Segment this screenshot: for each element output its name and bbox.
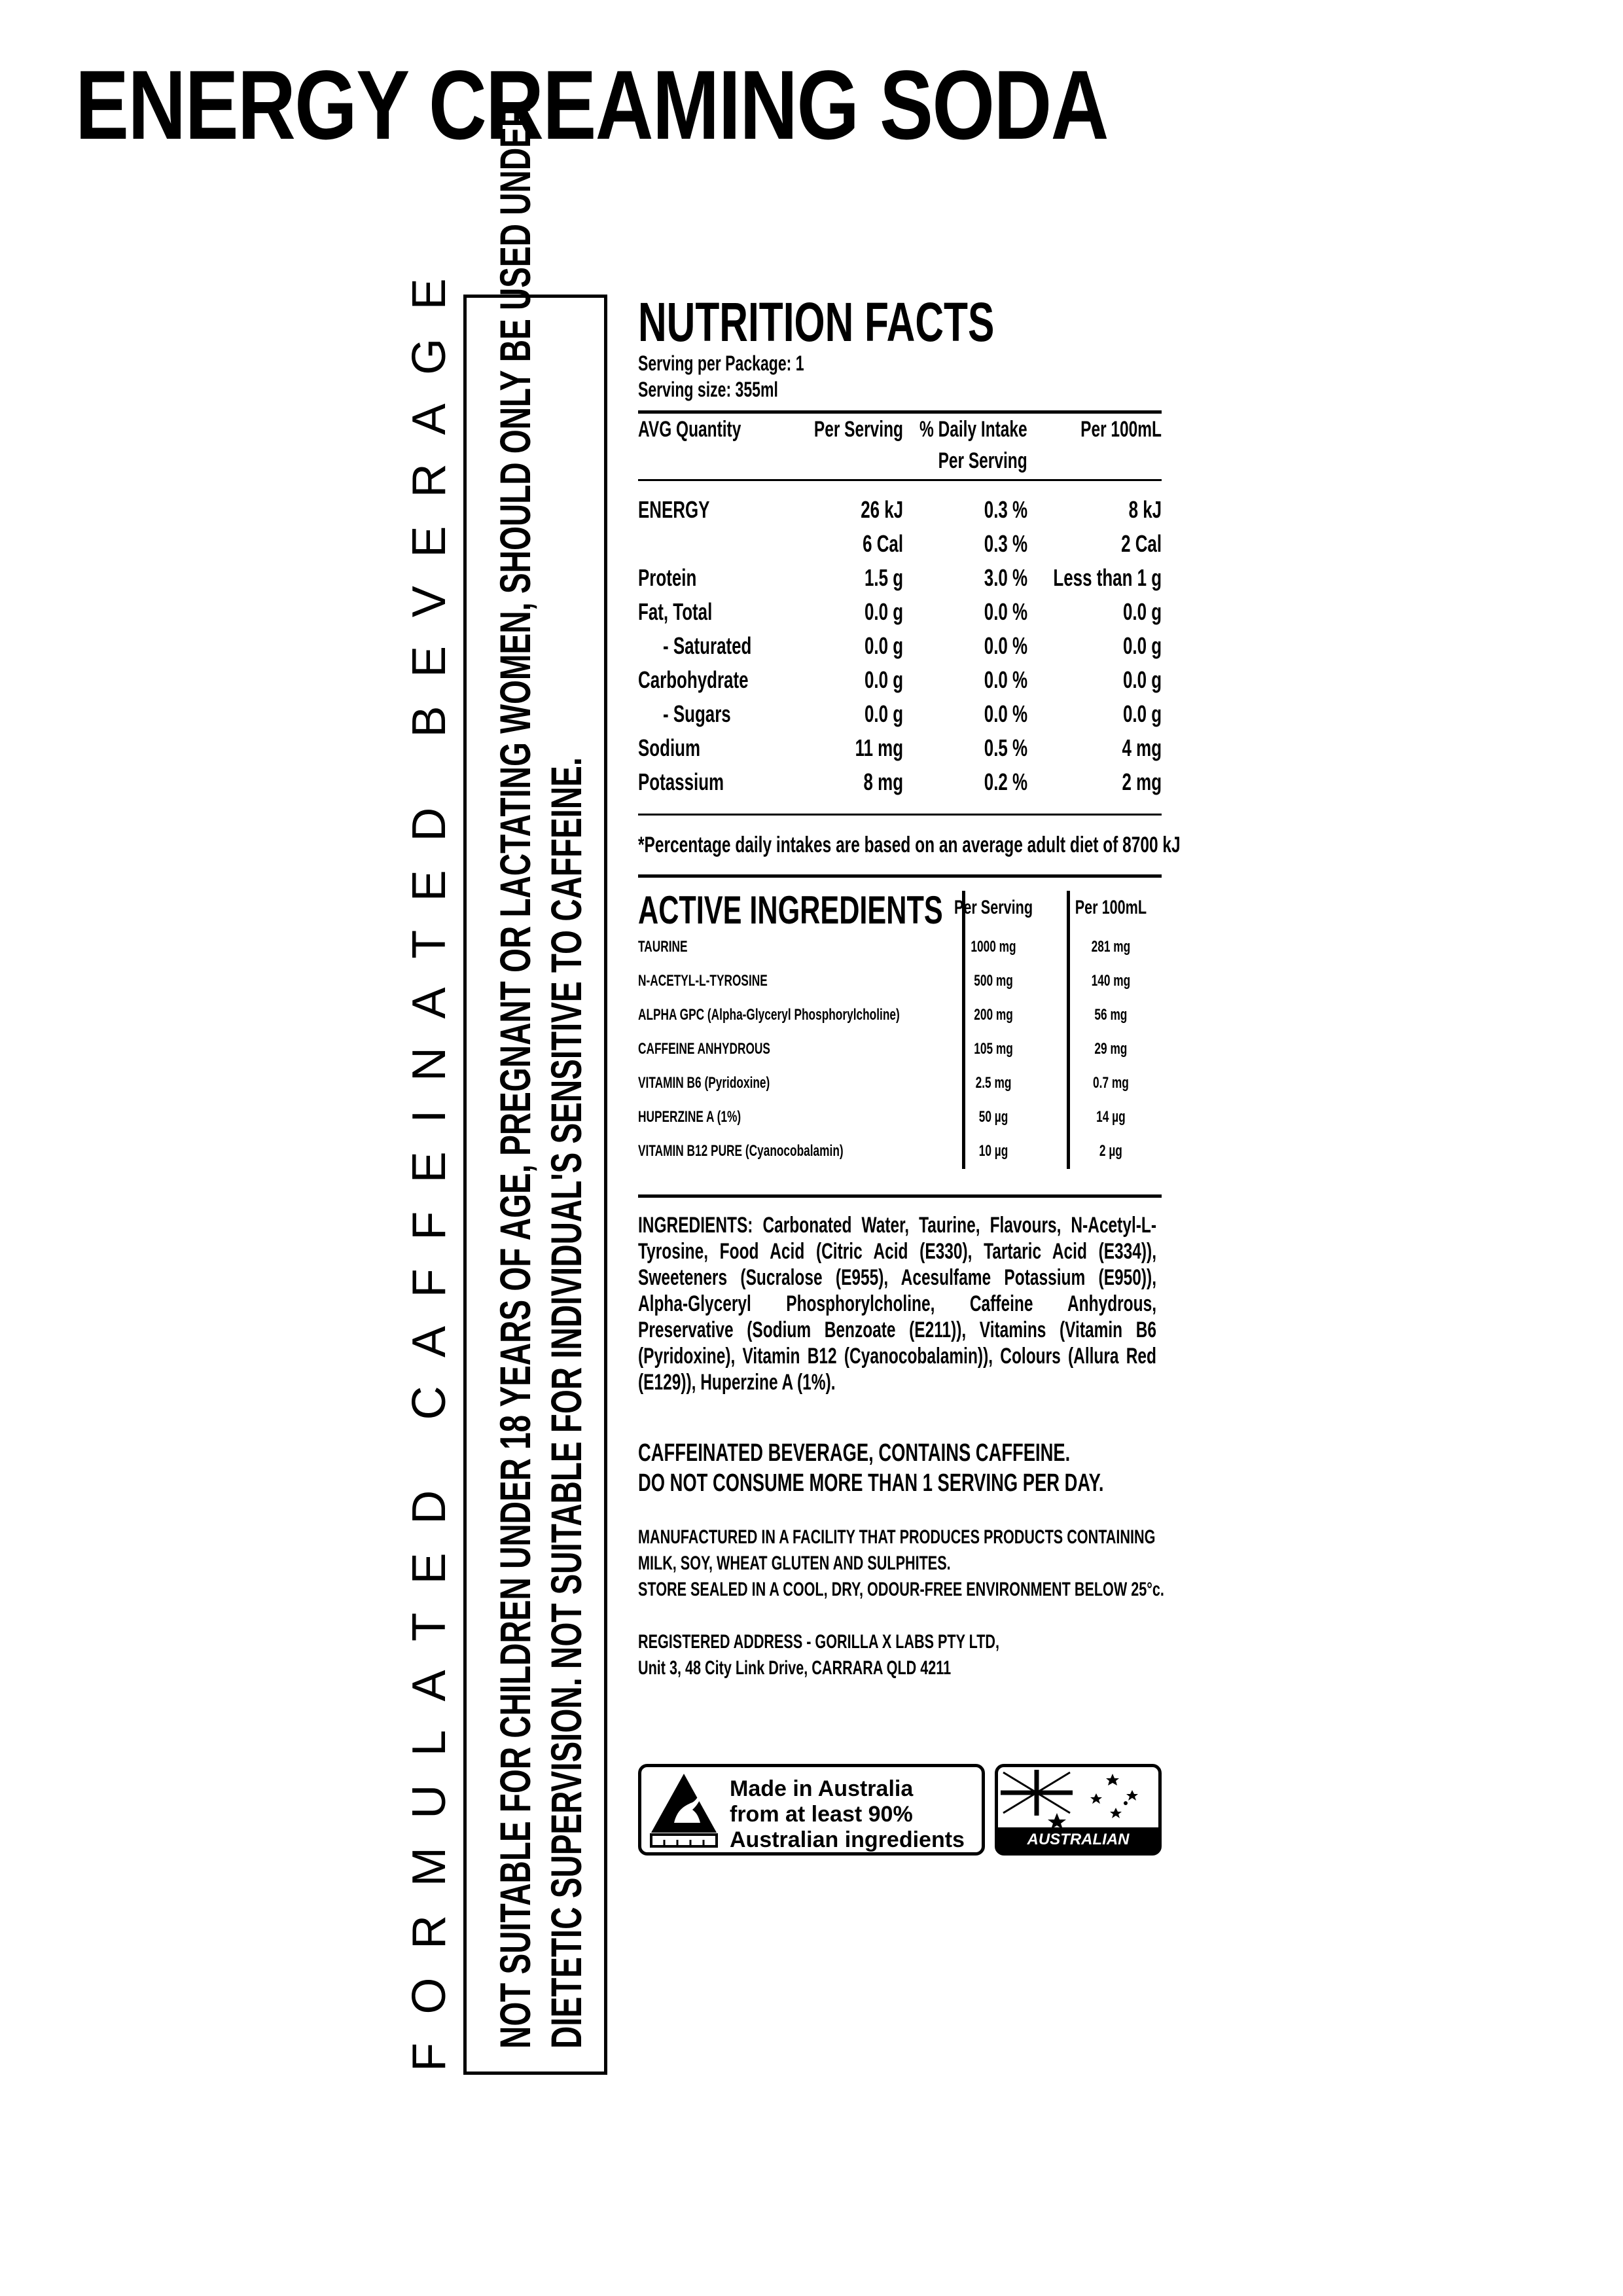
vertical-label-letter: F (403, 1211, 455, 1240)
active-row (638, 998, 1162, 1032)
vertical-label-letter: A (403, 1325, 455, 1357)
row-daily: 0.5 % (984, 734, 1027, 761)
allergen-line-1: MANUFACTURED IN A FACILITY THAT PRODUCES PRODUCTS CONTAINING (638, 1526, 1156, 1548)
active-per-100: 0.7 mg (1093, 1074, 1129, 1092)
active-label: HUPERZINE A (1%) (638, 1108, 741, 1126)
servings-per-package: Serving per Package: 1 (638, 351, 804, 375)
vertical-beverage-label (402, 278, 456, 2072)
header-daily-intake-line-1: % Daily Intake (919, 417, 1027, 442)
vertical-label-space (402, 766, 456, 779)
kangaroo-triangle-icon (648, 1770, 720, 1849)
vertical-label-letter: F (403, 2043, 455, 2072)
row-daily: 0.2 % (984, 768, 1027, 795)
vertical-label-letter: E (403, 1151, 455, 1183)
active-ingredients (638, 878, 1162, 1168)
header-per-100ml: Per 100mL (1080, 417, 1162, 442)
nutrition-row (638, 663, 1162, 697)
row-per-serving: 11 mg (855, 734, 903, 761)
vertical-label-letter: U (403, 1784, 455, 1819)
active-col-per-100: Per 100mL (1075, 897, 1147, 918)
serving-size: Serving size: 355ml (638, 378, 778, 401)
vertical-label-letter: E (403, 526, 455, 558)
header-daily-intake (919, 414, 1027, 476)
warning-line-2: DIETETIC SUPERVISION. NOT SUITABLE FOR INDIVIDUAL'S SENSITIVE TO CAFFEINE. (542, 757, 590, 2049)
row-per-100: 2 mg (1122, 768, 1162, 795)
row-per-serving: 1.5 g (864, 564, 903, 591)
active-row (638, 964, 1162, 998)
allergen-line-2: MILK, SOY, WHEAT GLUTEN AND SULPHITES. (638, 1552, 951, 1574)
active-per-serving: 50 µg (978, 1108, 1008, 1126)
row-daily: 0.0 % (984, 700, 1027, 727)
active-label: VITAMIN B12 PURE (Cyanocobalamin) (638, 1142, 844, 1160)
active-label: N-ACETYL-L-TYROSINE (638, 972, 768, 990)
daily-intake-footnote: *Percentage daily intakes are based on an average adult diet of 8700 kJ (638, 833, 1181, 857)
row-daily: 0.0 % (984, 666, 1027, 693)
nutrition-row (638, 697, 1162, 731)
row-label: - Sugars (663, 700, 731, 727)
active-label: TAURINE (638, 938, 688, 956)
active-header (638, 878, 1162, 930)
vertical-label-letter: R (403, 463, 455, 498)
vertical-label-letter: D (403, 807, 455, 842)
address-line-1: REGISTERED ADDRESS - GORILLA X LABS PTY LTD, (638, 1631, 1000, 1653)
warning-text (490, 104, 592, 2049)
row-label: Fat, Total (638, 598, 713, 625)
row-per-100: 0.0 g (1122, 598, 1162, 625)
row-per-serving: 8 mg (863, 768, 903, 795)
vertical-label-letter: L (403, 1730, 455, 1757)
vertical-label-letter: T (403, 1612, 455, 1641)
active-ingredients-title: ACTIVE INGREDIENTS (638, 888, 943, 932)
active-row (638, 1100, 1162, 1134)
nutrition-title: NUTRITION FACTS (638, 291, 995, 353)
active-per-serving: 500 mg (974, 972, 1013, 990)
australian-owned-badge (995, 1764, 1162, 1873)
vertical-label-letter: A (403, 403, 455, 435)
active-label: VITAMIN B6 (Pyridoxine) (638, 1074, 770, 1092)
vertical-label-letter: E (403, 870, 455, 902)
row-per-100: 8 kJ (1128, 496, 1162, 523)
row-per-serving: 0.0 g (864, 632, 903, 659)
australian-owned-label: AUSTRALIAN OWNED (998, 1827, 1158, 1852)
active-per-100: 56 mg (1094, 1006, 1128, 1024)
active-row (638, 1134, 1162, 1168)
vertical-label-letter: R (403, 1914, 455, 1949)
vertical-label-letter: E (403, 1552, 455, 1585)
nutrition-row (638, 731, 1162, 765)
active-per-serving: 1000 mg (971, 938, 1016, 956)
active-row (638, 930, 1162, 964)
row-per-100: 0.0 g (1122, 666, 1162, 693)
active-per-100: 29 mg (1094, 1040, 1128, 1058)
label-panel (638, 291, 1181, 1681)
made-in-line-2: from at least 90% (730, 1802, 913, 1827)
nutrition-row (638, 527, 1162, 561)
row-per-serving: 0.0 g (864, 700, 903, 727)
ingredients-text: INGREDIENTS: Carbonated Water, Taurine, Flavours, N-Acetyl-L-Tyrosine, Food Acid (Citric Acid (E330), Tartaric Acid (E334)), Sweeteners (Sucralose (E955), Acesulfame Potassium (E950)), Alpha-Glyceryl Phosphorylcholine, Caffeine Anhydrous, Preservative (Sodium Benzoate (E211)), Vitamins (Vitamin B6 (Pyridoxine), Vitamin B12 (Cyanocobalamin)), Colours (Allura Red (E129)), Huperzine A (1%). (638, 1213, 1156, 1395)
active-col-per-serving: Per Serving (954, 897, 1033, 918)
row-per-100: 0.0 g (1122, 700, 1162, 727)
made-in-australia-badge (638, 1764, 985, 1856)
vertical-label-letter: C (403, 1386, 455, 1420)
active-per-100: 2 µg (1099, 1142, 1122, 1160)
vertical-label-letter: E (403, 278, 455, 310)
nutrition-row (638, 561, 1162, 595)
vertical-label-letter: F (403, 1268, 455, 1298)
vertical-label-letter: V (403, 586, 455, 618)
row-label: Protein (638, 564, 697, 591)
nutrition-row (638, 595, 1162, 629)
vertical-label-letter: N (403, 1047, 455, 1082)
row-label: Carbohydrate (638, 666, 749, 693)
active-per-100: 140 mg (1091, 972, 1131, 990)
address-line-2: Unit 3, 48 City Link Drive, CARRARA QLD 4211 (638, 1657, 952, 1679)
caffeine-warning-line-2: DO NOT CONSUME MORE THAN 1 SERVING PER DAY. (638, 1469, 1104, 1497)
row-per-100: 2 Cal (1121, 530, 1162, 557)
caffeine-warning-line-1: CAFFEINATED BEVERAGE, CONTAINS CAFFEINE. (638, 1439, 1071, 1467)
active-label: CAFFEINE ANHYDROUS (638, 1040, 770, 1058)
nutrition-row (638, 765, 1162, 799)
active-label: ALPHA GPC (Alpha-Glyceryl Phosphorylcholine) (638, 1006, 900, 1024)
vertical-label-letter: D (403, 1490, 455, 1524)
vertical-label-letter: A (403, 987, 455, 1019)
product-title: ENERGY CREAMING SODA (75, 50, 1108, 160)
row-per-serving: 26 kJ (861, 496, 903, 523)
storage-line: STORE SEALED IN A COOL, DRY, ODOUR-FREE ENVIRONMENT BELOW 25°c. (638, 1579, 1164, 1600)
active-col-headers (638, 891, 1162, 925)
vertical-label-letter: O (403, 1977, 455, 2015)
australian-flag-icon (998, 1767, 1158, 1829)
active-per-100: 14 µg (1096, 1108, 1126, 1126)
warning-line-1: NOT SUITABLE FOR CHILDREN UNDER 18 YEARS OF AGE, PREGNANT OR LACTATING WOMEN, SHOULD ONLY BE USED UNDER (491, 104, 539, 2049)
header-daily-intake-line-2: Per Serving (938, 448, 1027, 473)
row-daily: 3.0 % (984, 564, 1027, 591)
row-label: ENERGY (638, 496, 710, 523)
vertical-label-letter: G (403, 338, 455, 375)
row-label: Sodium (638, 734, 701, 761)
active-row (638, 1032, 1162, 1066)
made-in-line-1: Made in Australia (730, 1776, 914, 1801)
row-per-serving: 6 Cal (863, 530, 903, 557)
nutrition-header-row (638, 414, 1162, 479)
active-row (638, 1066, 1162, 1100)
nutrition-row (638, 629, 1162, 663)
made-in-text (730, 1776, 965, 1853)
row-per-serving: 0.0 g (864, 598, 903, 625)
vertical-label-letter: I (403, 1109, 455, 1123)
nutrition-row (638, 493, 1162, 527)
made-in-line-3: Australian ingredients (730, 1827, 965, 1852)
row-per-serving: 0.0 g (864, 666, 903, 693)
row-daily: 0.0 % (984, 598, 1027, 625)
active-per-serving: 10 µg (978, 1142, 1008, 1160)
row-label: Potassium (638, 768, 724, 795)
row-daily: 0.3 % (984, 496, 1027, 523)
active-per-serving: 105 mg (974, 1040, 1013, 1058)
active-per-serving: 2.5 mg (975, 1074, 1012, 1092)
vertical-label-letter: T (403, 929, 455, 959)
vertical-label-letter: A (403, 1670, 455, 1702)
header-avg-quantity: AVG Quantity (638, 417, 741, 442)
nutrition-rows (638, 493, 1162, 799)
row-label: - Saturated (663, 632, 752, 659)
row-per-100: Less than 1 g (1053, 564, 1162, 591)
vertical-label-letter: M (403, 1847, 455, 1887)
header-per-serving: Per Serving (813, 417, 903, 442)
vertical-label-letter: B (403, 706, 455, 738)
row-daily: 0.0 % (984, 632, 1027, 659)
vertical-label-letter: E (403, 645, 455, 677)
row-per-100: 0.0 g (1122, 632, 1162, 659)
row-daily: 0.3 % (984, 530, 1027, 557)
active-per-100: 281 mg (1091, 938, 1131, 956)
active-per-serving: 200 mg (974, 1006, 1013, 1024)
vertical-label-space (402, 1448, 456, 1462)
row-per-100: 4 mg (1122, 734, 1162, 761)
